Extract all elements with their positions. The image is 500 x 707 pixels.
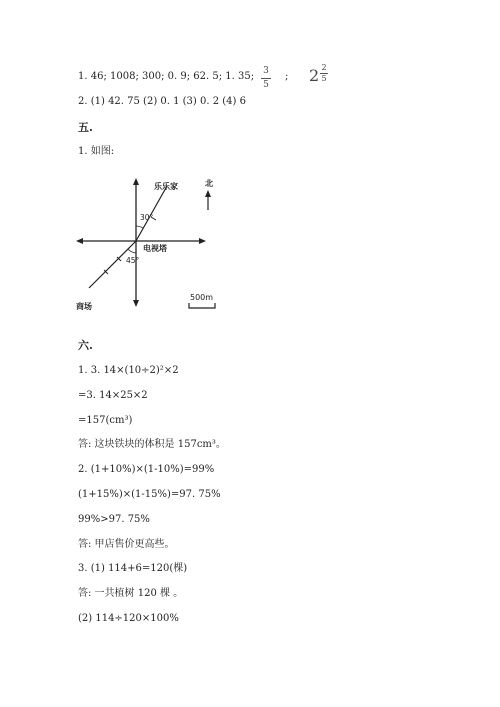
answer-line: 99%>97. 75% bbox=[78, 514, 150, 525]
vertical-axis-arrow-bottom bbox=[133, 300, 139, 307]
angle-arc-top bbox=[136, 226, 143, 228]
answer-4-2: 2. (1) 42. 75 (2) 0. 1 (3) 0. 2 (4) 6 bbox=[78, 96, 246, 107]
answer-line: 2. (1+10%)×(1-10%)=99% bbox=[78, 464, 215, 475]
answer-line: 3. (1) 114+6=120(棵) bbox=[78, 563, 188, 574]
answer-5-1-label: 1. 如图: bbox=[78, 146, 115, 157]
answer-line: =157(cm³) bbox=[78, 415, 133, 426]
scale-label: 500m bbox=[190, 293, 214, 302]
fraction-bar bbox=[261, 78, 271, 79]
vertical-axis-arrow-top bbox=[133, 178, 139, 185]
section-5-heading: 五. bbox=[78, 121, 93, 134]
mixed-fraction bbox=[320, 64, 328, 83]
mixed-denominator: 5 bbox=[321, 74, 327, 83]
label-tower: 电视塔 bbox=[143, 244, 167, 253]
answer-line: (2) 114÷120×100% bbox=[78, 613, 179, 624]
fraction-numerator: 3 bbox=[263, 66, 269, 76]
answer-line: 1. 3. 14×(10÷2)²×2 bbox=[78, 365, 179, 376]
answer-line: =3. 14×25×2 bbox=[78, 390, 148, 401]
answer-line: 答: 一共植树 120 棵 。 bbox=[78, 588, 184, 599]
section-6-heading: 六. bbox=[78, 339, 93, 352]
angle-top-label: 30° bbox=[140, 213, 154, 222]
mixed-number bbox=[309, 63, 327, 85]
mixed-numerator: 2 bbox=[321, 63, 327, 72]
scale-bar bbox=[189, 303, 215, 308]
direction-diagram bbox=[72, 170, 242, 320]
label-mall: 商场 bbox=[76, 302, 92, 311]
answer-4-1: 1. 46; 1008; 300; 0. 9; 62. 5; 1. 35; bbox=[78, 71, 255, 82]
north-arrow-head bbox=[205, 190, 211, 197]
fraction-three-fifths bbox=[261, 67, 271, 90]
answer-line: 答: 这块铁块的体积是 157cm³。 bbox=[78, 439, 226, 450]
horizontal-axis-arrow-right bbox=[199, 238, 206, 244]
answer-separator: ; bbox=[285, 71, 289, 82]
fraction-denominator: 5 bbox=[263, 80, 269, 90]
answer-line: 答: 甲店售价更高些。 bbox=[78, 539, 175, 550]
horizontal-axis-arrow-left bbox=[76, 238, 83, 244]
angle-bottom-label: 45° bbox=[126, 256, 140, 265]
angle-arc-bottom bbox=[128, 249, 136, 253]
label-north: 北 bbox=[205, 179, 213, 188]
label-home: 乐乐家 bbox=[154, 182, 178, 191]
mixed-whole: 2 bbox=[309, 66, 320, 85]
answer-line: (1+15%)×(1-15%)=97. 75% bbox=[78, 489, 221, 500]
